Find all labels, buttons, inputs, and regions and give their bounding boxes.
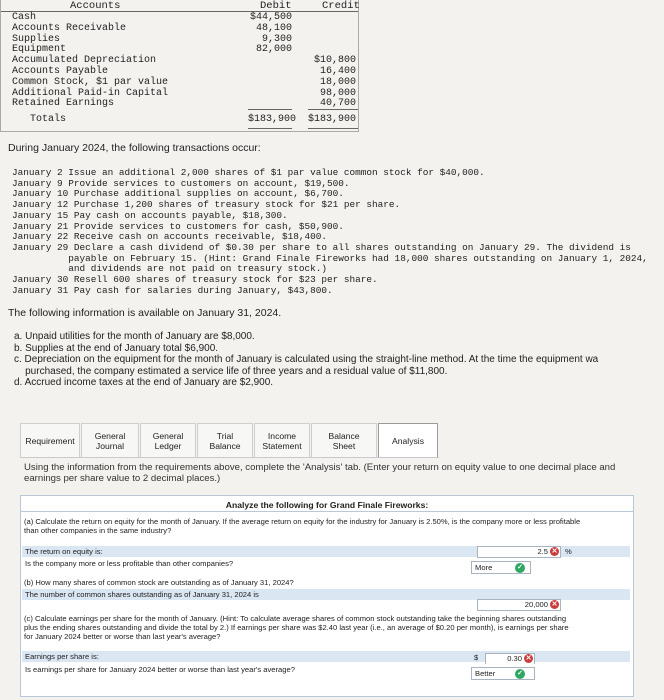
total-credit: $183,900 <box>307 114 356 125</box>
credit-amount: 98,000 <box>319 87 356 99</box>
total-debit: $183,900 <box>248 114 297 125</box>
accounts-header: Accounts <box>70 0 121 12</box>
transaction-line: January 12 Purchase 1,200 shares of treasury stock for $21 per share. <box>12 199 401 211</box>
question-a: (a) Calculate the return on equity for the month of January. If the average return on equity for the industry for January is 2.50%, is the company more or less profitable than other companies in the same industry? <box>24 517 581 535</box>
tab-bar <box>20 423 439 458</box>
question-b: (b) How many shares of common stock are outstanding as of January 31, 2024? <box>24 578 294 587</box>
divider <box>248 128 292 129</box>
credit-amount: 18,000 <box>319 76 356 88</box>
transaction-line: January 30 Resell 600 shares of treasury stock for $23 per share. <box>12 274 378 286</box>
account-name: Supplies <box>12 33 61 45</box>
profitable-value: More <box>475 563 493 572</box>
incorrect-icon: ✕ <box>551 601 558 608</box>
divider <box>308 109 358 110</box>
tab-balance-sheet[interactable]: Balance Sheet <box>311 423 377 457</box>
totals-label: Totals <box>30 114 67 125</box>
trial-balance-table <box>0 0 360 132</box>
credit-header: Credit <box>322 0 360 12</box>
eps-currency: $ <box>474 653 479 662</box>
instructions-text: Using the information from the requirements above, complete the 'Analysis' tab. (Enter your return on equity value to one decimal place and earnings per share value to 2 decimal places.) <box>24 462 616 484</box>
divider <box>358 0 359 132</box>
account-name: Accounts Payable <box>12 66 109 77</box>
transactions-list <box>12 168 648 296</box>
analysis-title: Analyze the following for Grand Finale Fireworks: <box>225 500 429 510</box>
info-item: b. Supplies at the end of January total $6,900. <box>14 342 219 354</box>
transaction-line: January 2 Issue an additional 2,000 shares of $1 par value common stock for $40,000. <box>12 167 485 178</box>
divider <box>248 109 292 110</box>
account-name: Retained Earnings <box>12 98 115 110</box>
account-name: Additional Paid-in Capital <box>12 87 169 99</box>
eps-row <box>22 651 630 662</box>
tab-general-journal[interactable]: General Journal <box>81 423 139 457</box>
tab-requirement[interactable]: Requirement <box>20 423 80 457</box>
info-item: a. Unpaid utilities for the month of January are $8,000. <box>14 331 255 342</box>
divider <box>21 511 633 512</box>
transaction-line: January 22 Receive cash on accounts receivable, $18,400. <box>12 231 328 243</box>
credit-amount: $10,800 <box>313 55 356 67</box>
eps-label: Earnings per share is: <box>25 652 99 661</box>
debit-header: Debit <box>260 0 292 12</box>
roe-label: The return on equity is: <box>25 547 103 556</box>
roe-unit: % <box>565 547 572 556</box>
correct-icon: ✓ <box>515 563 525 573</box>
transaction-line: January 9 Provide services to customers on account, $19,500. <box>12 177 350 189</box>
correct-icon: ✓ <box>515 669 525 679</box>
divider <box>308 128 358 129</box>
question-c: (c) Calculate earnings per share for the month of January. (Hint: To calculate average shares of common stock outstanding take the beginning shares outstanding plus the ending shares outstanding and divide the total by 2.) If earnings per share was $2.40 last year (i.e., an average of $0.20 per month), is earnings per share for January 2024 better or worse than last year's average? <box>24 614 569 641</box>
tab-analysis[interactable]: Analysis <box>378 423 438 457</box>
transaction-line: January 15 Pay cash on accounts payable, $18,300. <box>12 209 288 221</box>
credit-amount: 16,400 <box>319 66 356 77</box>
info-item: c. Depreciation on the equipment for the month of January is calculated using the straight-line method. At the time the equipment wa <box>14 354 599 365</box>
account-name: Cash <box>12 12 37 23</box>
transactions-intro: During January 2024, the following transactions occur: <box>8 142 261 154</box>
roe-input[interactable] <box>477 546 561 558</box>
account-name: Equipment <box>12 44 67 56</box>
divider <box>0 131 358 132</box>
profitable-label: Is the company more or less profitable than other companies? <box>25 559 234 568</box>
incorrect-icon: ✕ <box>551 548 558 555</box>
info-item: purchased, the company estimated a service life of three years and a residual value of $11,800. <box>14 365 448 377</box>
credit-amount: 40,700 <box>319 98 356 110</box>
tab-trial-balance[interactable]: Trial Balance <box>197 423 253 457</box>
divider <box>0 0 1 132</box>
debit-amount: 9,300 <box>261 33 292 45</box>
debit-amount: 48,100 <box>255 22 292 34</box>
info-item: d. Accrued income taxes at the end of January are $2,900. <box>14 377 274 388</box>
better-select[interactable] <box>471 667 535 680</box>
tab-income-statement[interactable]: Income Statement <box>254 423 310 457</box>
incorrect-icon: ✕ <box>525 655 532 662</box>
debit-amount: 82,000 <box>255 44 292 56</box>
transaction-line: January 21 Provide services to customers for cash, $50,900. <box>12 220 344 232</box>
roe-value: 2.5 <box>537 547 548 556</box>
analysis-panel <box>20 495 634 697</box>
eps-value: 0.30 <box>507 654 522 663</box>
shares-input[interactable] <box>477 599 561 611</box>
transaction-line: January 10 Purchase additional supplies on account, $6,700. <box>12 188 344 200</box>
info-list <box>14 331 664 389</box>
transaction-line: January 29 Declare a cash dividend of $0.30 per share to all shares outstanding on January 29. The dividend is <box>12 241 631 253</box>
shares-label: The number of common shares outstanding as of January 31, 2024 is <box>25 590 259 599</box>
transaction-line: January 31 Pay cash for salaries during January, $43,800. <box>12 284 333 296</box>
better-row <box>22 664 630 675</box>
transaction-line: and dividends are not paid on treasury stock.) <box>12 263 328 275</box>
profitable-row <box>22 558 630 569</box>
debit-amount: $44,500 <box>249 12 292 23</box>
shares-value: 20,000 <box>524 600 548 609</box>
account-name: Common Stock, $1 par value <box>12 76 169 88</box>
account-name: Accounts Receivable <box>12 22 127 34</box>
account-name: Accumulated Depreciation <box>12 55 157 67</box>
tab-general-ledger[interactable]: General Ledger <box>140 423 196 457</box>
transaction-line: payable on February 15. (Hint: Grand Finale Fireworks had 18,000 shares outstanding on January 1, 2024, <box>12 252 648 264</box>
info-intro: The following information is available on January 31, 2024. <box>8 307 282 319</box>
divider <box>0 11 358 12</box>
better-label: Is earnings per share for January 2024 better or worse than last year's average? <box>25 665 295 674</box>
better-value: Better <box>475 669 496 678</box>
